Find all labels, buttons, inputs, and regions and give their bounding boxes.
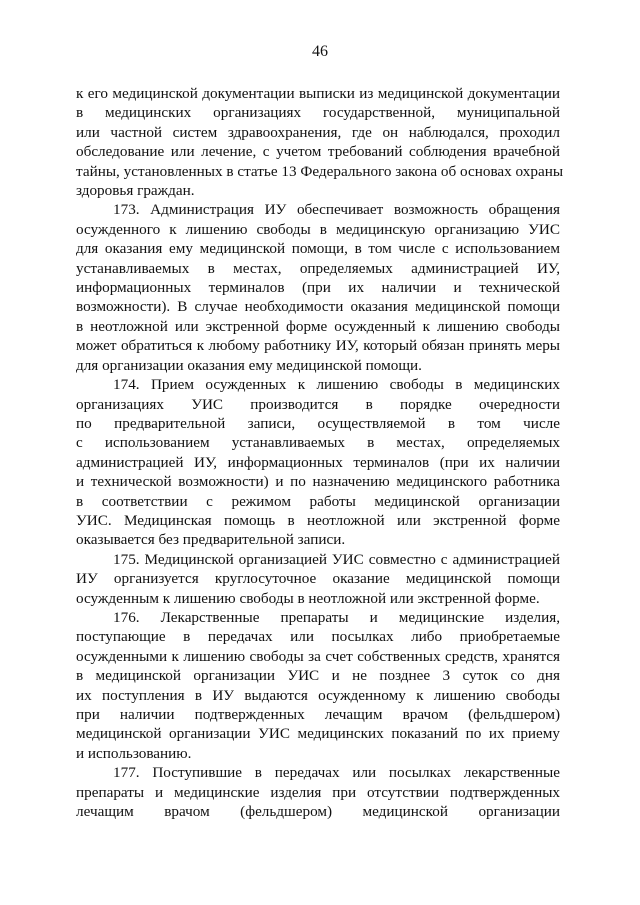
paragraph-p173 — [76, 200, 560, 375]
paragraph-p176 — [76, 608, 560, 763]
text-line: по предварительной записи, осуществляемой в том числе — [76, 414, 560, 432]
text-line: 175. Медицинской организацией УИС совместно с администрацией — [113, 550, 560, 568]
text-line: в неотложной или экстренной форме осужденный к лишению свободы — [76, 317, 560, 335]
text-line: администрацией ИУ, информационных терминалов (при их наличии — [76, 453, 560, 471]
text-line: при наличии подтвержденных лечащим врачом (фельдшером) — [76, 706, 560, 723]
text-line: осужденного к лишению свободы в медицинскую организацию УИС — [76, 220, 560, 238]
page-number: 46 — [312, 43, 328, 60]
text-line: к его медицинской документации выписки из медицинской документации — [76, 85, 560, 102]
text-line: препараты и медицинские изделия при отсутствии подтвержденных — [76, 783, 560, 801]
paragraph-p174 — [76, 375, 560, 550]
text-line: в медицинской организации УИС и не позднее 3 суток со дня — [76, 667, 560, 685]
text-line: тайны, установленных в статье 13 Федерального закона об основах охраны — [76, 162, 564, 180]
text-line: может обратиться к любому работнику ИУ, который обязан принять меры — [76, 337, 560, 355]
text-line: с использованием устанавливаемых в местах, определяемых — [76, 434, 560, 452]
text-line: медицинской организации УИС медицинских показаний по их приему — [76, 725, 560, 743]
text-line: лечащим врачом (фельдшером) медицинской организации — [76, 803, 560, 821]
text-line: 173. Администрация ИУ обеспечивает возможность обращения — [113, 201, 560, 219]
text-line: 174. Прием осужденных к лишению свободы в медицинских — [113, 376, 560, 394]
text-line: и использованию. — [76, 744, 192, 762]
text-line: организациях УИС производится в порядке очередности — [76, 395, 560, 413]
text-line: 176. Лекарственные препараты и медицинские изделия, — [113, 608, 560, 626]
paragraph-p177 — [76, 763, 560, 821]
paragraph-p0 — [76, 84, 564, 200]
text-line: информационных терминалов (при их наличии и технической — [76, 279, 560, 297]
text-line: их поступления в ИУ выдаются осужденному к лишению свободы — [76, 686, 560, 704]
text-line: ИУ организуется круглосуточное оказание медицинской помощи — [76, 570, 560, 588]
text-line: и технической возможности) и по назначению медицинского работника — [76, 473, 560, 491]
text-line: в медицинских организациях государственной, муниципальной — [76, 104, 560, 122]
text-line: для организации оказания ему медицинской помощи. — [76, 356, 422, 374]
text-line: возможности). В случае необходимости оказания медицинской помощи — [76, 298, 560, 316]
text-line: осужденным к лишению свободы в неотложной или экстренной форме. — [76, 589, 540, 607]
text-line: здоровья граждан. — [76, 182, 195, 200]
text-line: поступающие в передачах или посылках либо приобретаемые — [76, 628, 560, 646]
text-line: оказывается без предварительной записи. — [76, 531, 346, 549]
text-line: 177. Поступившие в передачах или посылках лекарственные — [113, 764, 560, 782]
text-line: или частной систем здравоохранения, где он наблюдался, проходил — [76, 123, 560, 141]
document-body — [76, 84, 564, 821]
text-line: для оказания ему медицинской помощи, в том числе с использованием — [76, 240, 560, 258]
paragraph-p175 — [76, 550, 560, 608]
text-line: обследование или лечение, с учетом требований соблюдения врачебной — [76, 143, 560, 161]
text-line: осужденными к лишению свободы за счет собственных средств, хранятся — [76, 647, 560, 665]
text-line: в соответствии с режимом работы медицинской организации — [76, 492, 560, 510]
text-line: устанавливаемых в местах, определяемых администрацией ИУ, — [76, 259, 560, 277]
text-line: УИС. Медицинская помощь в неотложной или экстренной форме — [76, 511, 560, 529]
